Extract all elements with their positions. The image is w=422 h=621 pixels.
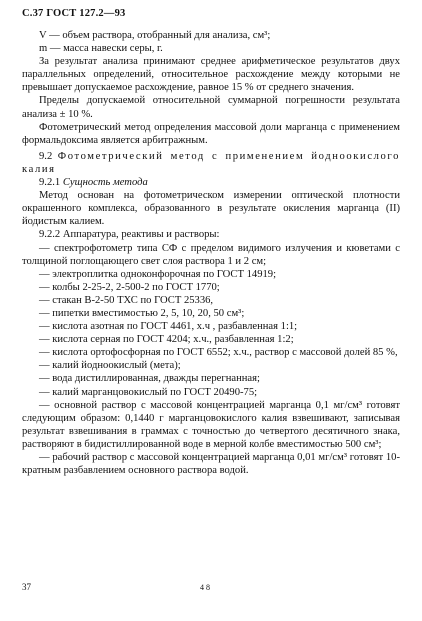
list-item-flasks: — колбы 2-25-2, 2-500-2 по ГОСТ 1770;: [39, 281, 220, 293]
list-item-working-solution: — рабочий раствор с массовой концентрацией марганца 0,01 мг/см³ готовят 10-кратным разбавлением основного раствора водой.: [22, 452, 400, 477]
paragraph-volume-definition: V — объем раствора, отобранный для анализа, см³;: [39, 30, 271, 41]
list-item-potassium-periodate: — калий йодноокислый (мета);: [39, 360, 181, 372]
list-item-stock-solution: — основной раствор с массовой концентрацией марганца 0,1 мг/см³ готовят следующим образом: 0,1440 г марганцовокислого калия взвешивают, записывая результат взвешивания в граммах с точностью до четвертого десятичного знака, растворяют в бидистиллированной воде в мерной колбе вместимостью 500 см³;: [22, 399, 400, 450]
paragraph-result-averaging: За результат анализа принимают среднее арифметическое результатов двух параллельных определений, относительное расхождение между которыми не превышает допускаемое расхождение, равное 15 % от среднего значения.: [22, 56, 400, 94]
section-9-2-title: Фотометрический метод с применением йодноокислого калия: [22, 150, 400, 175]
paragraph-arbitration-method: Фотометрический метод определения массовой доли марганца с применением формальдоксима является арбитражным.: [22, 121, 400, 146]
footer-mark: 4 8: [200, 583, 210, 592]
list-item-sulfuric-acid: — кислота серная по ГОСТ 4204; х.ч., разбавленная 1:2;: [39, 334, 294, 346]
section-9-2-1-title: Сущность метода: [62, 177, 148, 189]
section-9-2-1-number: 9.2.1: [39, 177, 63, 189]
list-item-pipettes: — пипетки вместимостью 2, 5, 10, 20, 50 см³;: [39, 307, 245, 319]
paragraph-mass-definition: m — масса навески серы, г.: [39, 43, 163, 55]
list-item-phosphoric-acid: — кислота ортофосфорная по ГОСТ 6552; х.ч., раствор с массовой долей 85 %,: [39, 347, 398, 359]
list-item-distilled-water: — вода дистиллированная, дважды перегнанная;: [39, 373, 260, 385]
list-item-spectrophotometer: — спектрофотометр типа СФ с пределом видимого излучения и кюветами с толщиной поглощающего свет слоя раствора 1 и 2 см;: [22, 242, 400, 267]
list-item-nitric-acid: — кислота азотная по ГОСТ 4461, х.ч , разбавленная 1:1;: [39, 321, 298, 333]
list-item-potassium-permanganate: — калий марганцовокислый по ГОСТ 20490-75;: [39, 386, 258, 398]
section-9-2-1-heading: [22, 176, 400, 189]
list-item-beaker: — стакан В-2-50 ТХС по ГОСТ 25336,: [39, 294, 214, 306]
list-item-hotplate: — электроплитка одноконфорочная по ГОСТ 14919;: [39, 268, 277, 280]
document-body: [22, 29, 400, 477]
page-number: 37: [22, 582, 31, 592]
page-header: С.37 ГОСТ 127.2—93: [22, 8, 126, 19]
section-9-2-number: 9.2: [39, 150, 58, 162]
paragraph-equipment-heading: 9.2.2 Аппаратура, реактивы и растворы:: [39, 229, 220, 241]
paragraph-method-principle: Метод основан на фотометрическом измерении оптической плотности окрашенного комплекса, образованного в результате окисления марганца (II) йодистым калием.: [22, 190, 400, 228]
section-9-2-heading: [22, 150, 400, 176]
paragraph-error-limits: Пределы допускаемой относительной суммарной погрешности результата анализа ± 10 %.: [22, 95, 400, 120]
